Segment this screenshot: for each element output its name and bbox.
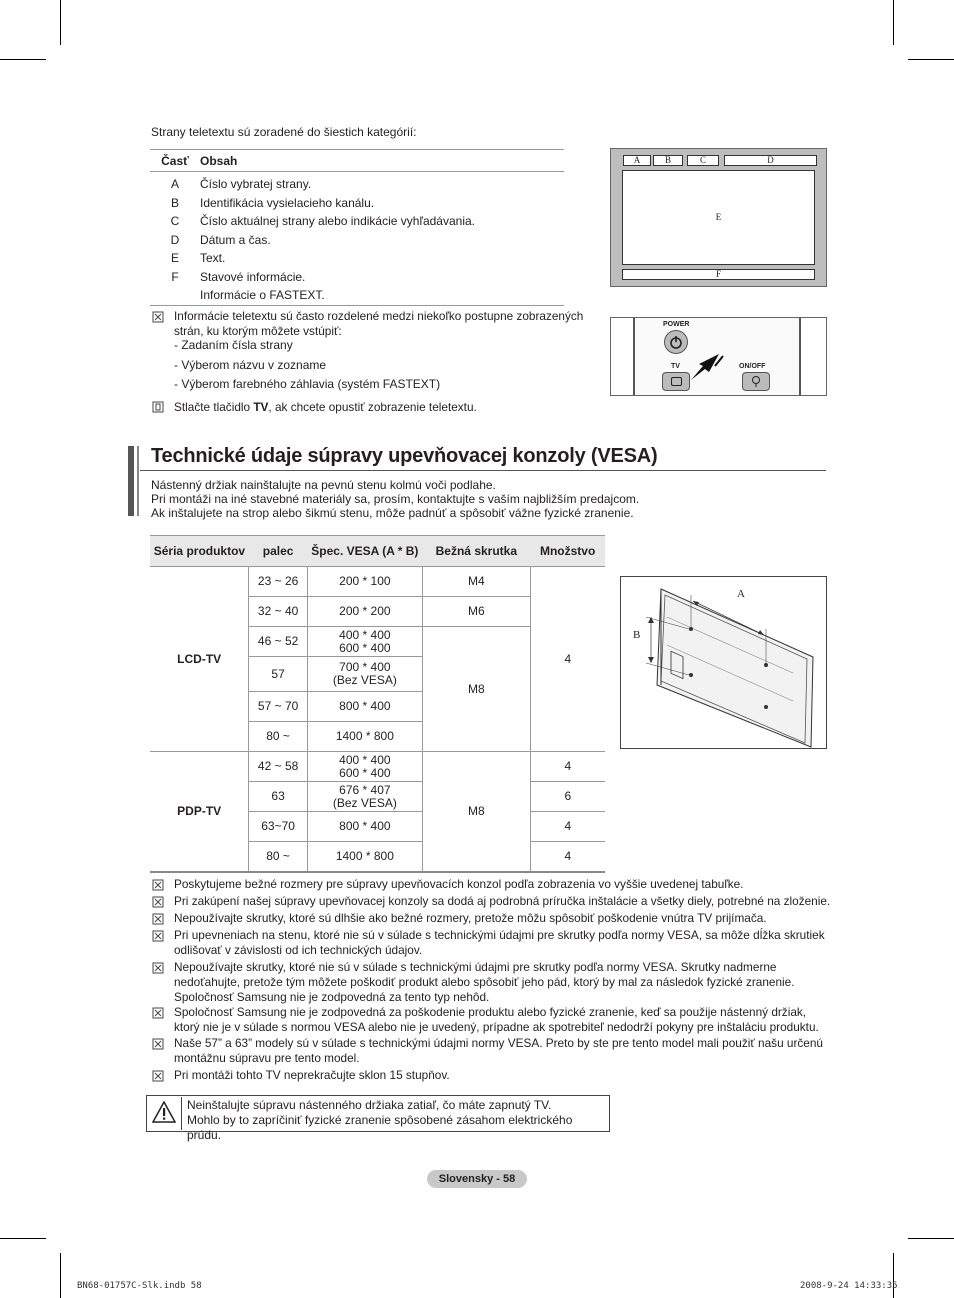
inch-cell: 46 ~ 52 (249, 627, 308, 657)
note-icon (152, 930, 164, 942)
teletext-note: Informácie teletextu sú často rozdelené medzi niekoľko postupne zobrazených strán, ku ktorým môžete vstúpiť: (174, 309, 584, 338)
row-part: E (170, 251, 179, 266)
section-bar-thin (137, 446, 139, 516)
row-content: Dátum a čas. (200, 232, 271, 247)
header-quantity: Množstvo (530, 536, 605, 567)
pdp-label: PDP-TV (150, 752, 249, 873)
footer-date: 2008-9-24 14:33:35 (800, 1281, 898, 1291)
onoff-label: ON/OFF (739, 363, 766, 370)
header-screw: Bežná skrutka (422, 536, 530, 567)
diagram-label-b: B (653, 155, 683, 166)
note-text: Nepoužívajte skrutky, ktoré nie sú v súlade s technickými údajmi pre skrutky podľa normy VESA. Skrutky nadmerne nedoťahujte, pretože tým môžete poškodiť produkt alebo spôsobiť jeho pád, ktorý by mal za následok fyzické zranenie. Spoločnosť Samsung nie je zodpovedná za tento typ nehôd. (174, 960, 795, 1004)
power-icon (665, 331, 687, 353)
row-part: A (170, 177, 179, 192)
power-label: POWER (663, 321, 690, 328)
vesa-table (150, 535, 605, 873)
diagram-label-f: F (622, 269, 815, 280)
row-content: Číslo vybratej strany. (200, 177, 312, 192)
row-part: B (170, 195, 179, 210)
crop-mark (908, 1238, 954, 1239)
note-text: Pri montáži tohto TV neprekračujte sklon 15 stupňov. (174, 1068, 450, 1082)
row-content: Text. (200, 251, 226, 266)
header-inch: palec (249, 536, 308, 567)
note-icon (152, 896, 164, 908)
header-part: Časť (161, 153, 189, 168)
inch-cell: 23 ~ 26 (249, 567, 308, 597)
warning-text: Neinštalujte súpravu nástenného držiaka zatiaľ, čo máte zapnutý TV. Mohlo by to zapríčiniť fyzické zranenie spôsobené zásahom elektrického prúdu. (187, 1098, 573, 1142)
crop-mark (60, 0, 61, 45)
lcd-label: LCD-TV (150, 567, 249, 752)
header-content: Obsah (200, 153, 238, 168)
diagram-label-c: C (687, 155, 719, 166)
inch-cell: 57 (249, 657, 308, 692)
crop-mark (893, 1253, 894, 1298)
row-part: C (170, 214, 180, 229)
row-content: Identifikácia vysielacieho kanálu. (200, 195, 375, 210)
row-part (150, 286, 200, 305)
spec-cell: 800 * 400 (307, 812, 422, 842)
row-content: Číslo aktuálnej strany alebo indikácie vyhľadávania. (200, 214, 475, 229)
spec-cell: 676 * 407 (Bez VESA) (307, 782, 422, 812)
crop-mark (908, 59, 954, 60)
note-icon (152, 1038, 164, 1050)
section-intro: Nástenný držiak nainštalujte na pevnú stenu kolmú voči podlahe. Pri montáži na iné stavebné materiály sa, prosím, kontaktujte s vaším najbližším predajcom. Ak inštalujete na strop alebo šikmú stenu, môže padnúť a spôsobiť vážne fyzické zranenie. (151, 478, 640, 520)
crop-mark (0, 1238, 46, 1239)
inch-cell: 63~70 (249, 812, 308, 842)
inch-cell: 63 (249, 782, 308, 812)
note-icon (152, 1007, 164, 1019)
spec-cell: 400 * 400 600 * 400 (307, 627, 422, 657)
page-number: Slovensky - 58 (427, 1170, 527, 1188)
crop-mark (0, 59, 46, 60)
row-part: D (170, 232, 180, 247)
pointer-arrow-icon (689, 352, 729, 382)
note-text: Pri zakúpení našej súpravy upevňovacej konzoly sa dodá aj podrobná príručka inštalácie a všetky diely, potrebné na zloženie. (174, 894, 831, 908)
spec-cell: 700 * 400 (Bez VESA) (307, 657, 422, 692)
inch-cell: 42 ~ 58 (249, 752, 308, 782)
screw-cell: M8 (422, 627, 530, 752)
header-spec: Špec. VESA (A * B) (307, 536, 422, 567)
row-content: Informácie o FASTEXT. (200, 288, 325, 303)
spec-cell: 1400 * 800 (307, 722, 422, 752)
dimension-b-label: B (633, 629, 641, 641)
quantity-cell: 4 (530, 812, 605, 842)
spec-cell: 200 * 100 (307, 567, 422, 597)
warning-icon (152, 1101, 176, 1123)
footer-file: BN68-01757C-Slk.indb 58 (77, 1281, 202, 1291)
diagram-label-d: D (724, 155, 817, 166)
spec-cell: 800 * 400 (307, 692, 422, 722)
teletext-table (150, 149, 564, 306)
spec-cell: 200 * 200 (307, 597, 422, 627)
tv-back-illustration (621, 577, 826, 748)
spec-cell: 400 * 400 600 * 400 (307, 752, 422, 782)
teletext-note-item: - Zadaním čísla strany (174, 338, 293, 352)
crop-mark (60, 1253, 61, 1298)
dimension-a-label: A (737, 588, 745, 600)
teletext-intro: Strany teletextu sú zoradené do šiestich kategórií: (151, 125, 417, 139)
note-text: Naše 57” a 63” modely sú v súlade s technickými údajmi normy VESA. Preto by ste pre tento model mali použiť našu určenú montážnu súpravu pre tento model. (174, 1036, 823, 1065)
note-icon (152, 311, 164, 323)
screw-cell: M6 (422, 597, 530, 627)
tv-button[interactable] (662, 372, 690, 391)
remote-illustration (610, 317, 827, 396)
inch-cell: 32 ~ 40 (249, 597, 308, 627)
warning-box (146, 1095, 610, 1142)
light-bulb-icon (743, 373, 769, 390)
quantity-cell: 4 (530, 752, 605, 782)
tv-label: TV (671, 363, 680, 370)
section-title: Technické údaje súpravy upevňovacej konzoly (VESA) (151, 445, 658, 467)
inch-cell: 80 ~ (249, 722, 308, 752)
screw-cell: M8 (422, 752, 530, 873)
exit-note: Stlačte tlačidlo TV, ak chcete opustiť zobrazenie teletextu. (174, 400, 477, 414)
quantity-cell: 4 (530, 567, 605, 752)
quantity-cell: 6 (530, 782, 605, 812)
onoff-button[interactable] (742, 372, 770, 391)
note-icon (152, 1070, 164, 1082)
diagram-label-a: A (623, 155, 651, 166)
note-text: Poskytujeme bežné rozmery pre súpravy upevňovacích konzol podľa zobrazenia vo vyššie uvedenej tabuľke. (174, 877, 744, 891)
row-content: Stavové informácie. (200, 269, 306, 284)
note-text: Nepoužívajte skrutky, ktoré sú dlhšie ako bežné rozmery, pretože môžu spôsobiť poškodenie vnútra TV prijímača. (174, 911, 767, 925)
wall-mount-diagram (620, 576, 827, 749)
screw-cell: M4 (422, 567, 530, 597)
note-icon (152, 879, 164, 891)
crop-mark (893, 0, 894, 45)
section-bar (128, 446, 134, 516)
teletext-screen-diagram (610, 148, 827, 287)
note-icon (152, 913, 164, 925)
inch-cell: 57 ~ 70 (249, 692, 308, 722)
inch-cell: 80 ~ (249, 842, 308, 873)
power-button[interactable] (664, 330, 688, 354)
tv-icon (671, 377, 682, 386)
section-rule (140, 470, 826, 471)
hand-icon (152, 401, 164, 413)
quantity-cell: 4 (530, 842, 605, 873)
note-icon (152, 962, 164, 974)
note-text: Pri upevneniach na stenu, ktoré nie sú v súlade s technickými údajmi pre skrutky podľa normy VESA, sa môže dĺžka skrutiek odlišovať v závislosti od ich technických údajov. (174, 928, 825, 957)
spec-cell: 1400 * 800 (307, 842, 422, 873)
diagram-label-e: E (622, 170, 815, 265)
teletext-note-item: - Výberom farebného záhlavia (systém FASTEXT) (174, 377, 441, 391)
teletext-note-item: - Výberom názvu v zozname (174, 358, 327, 372)
header-series: Séria produktov (150, 536, 249, 567)
note-text: Spoločnosť Samsung nie je zodpovedná za poškodenie produktu alebo fyzické zranenie, keď sa použije nástenný držiak, ktorý nie je v súlade s normou VESA alebo nie je uvedený, prípadne ak spotrebiteľ nedodrží pokyny pre inštaláciu produktu. (174, 1005, 819, 1034)
row-part: F (171, 269, 179, 284)
